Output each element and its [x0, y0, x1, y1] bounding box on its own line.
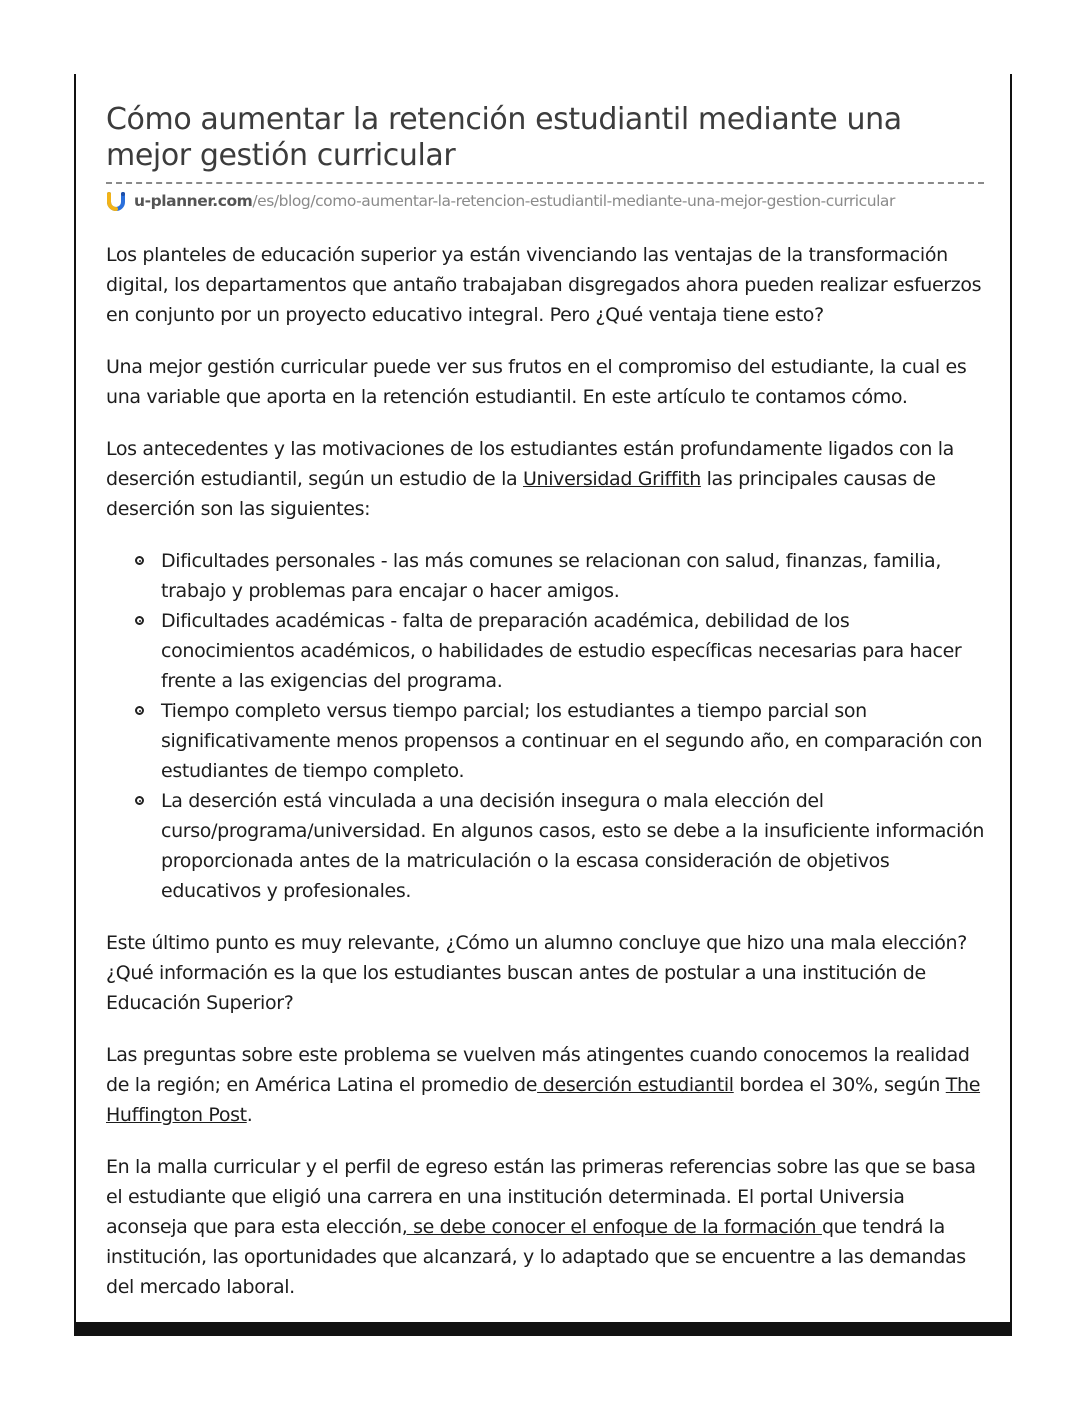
paragraph-text: En la malla curricular y el perfil de egreso están las primeras referencias sobre las que se basa el estudiante que eligió una carrera en una institución determinada. El portal Universia aconseja que para esta elección [106, 1156, 976, 1238]
paragraph-intro: Los planteles de educación superior ya están vivenciando las ventajas de la transformación digital, los departamentos que antaño trabajaban disgregados ahora pueden realizar esfuerzos en conjunto por un proyecto educativo integral. Pero ¿Qué ventaja tiene esto? [106, 244, 982, 326]
paragraph-region [106, 1040, 986, 1130]
source-url[interactable] [106, 191, 986, 211]
document-page [74, 74, 1012, 1336]
bullet-icon [135, 706, 144, 715]
causes-list [106, 546, 986, 906]
paragraph-curricular: Una mejor gestión curricular puede ver sus frutos en el compromiso del estudiante, la cual es una variable que aporta en la retención estudiantil. En este artículo te contamos cómo. [106, 356, 967, 408]
list-item-text: La deserción está vinculada a una decisión insegura o mala elección del curso/programa/universidad. En algunos casos, esto se debe a la insuficiente información proporcionada antes de la matriculación o la escasa consideración de objetivos educativos y profesionales. [161, 790, 985, 902]
source-path: /es/blog/como-aumentar-la-retencion-estudiantil-mediante-una-mejor-gestion-curricular [252, 192, 895, 210]
article [106, 102, 986, 1324]
list-item-text: Dificultades personales - las más comunes se relacionan con salud, finanzas, familia, trabajo y problemas para encajar o hacer amigos. [161, 550, 942, 602]
list-item [161, 786, 986, 906]
paragraph-antecedents [106, 434, 986, 524]
article-title: Cómo aumentar la retención estudiantil mediante una mejor gestión curricular [106, 102, 902, 173]
link-universidad-griffith[interactable]: Universidad Griffith [523, 468, 701, 490]
link-enfoque-formacion[interactable]: , se debe conocer el enfoque de la formación [401, 1216, 822, 1238]
source-domain: u-planner.com [134, 192, 253, 210]
bullet-icon [135, 616, 144, 625]
paragraph-text: bordea el 30%, según [733, 1074, 946, 1096]
list-item [161, 696, 986, 786]
u-planner-logo-icon [106, 191, 126, 211]
bullet-icon [135, 796, 144, 805]
paragraph-text: que tendrá la institución, las oportunidades que alcanzará, y lo adaptado que se encuentre a las demandas del mercado laboral. [106, 1216, 966, 1298]
link-desercion-estudiantil[interactable]: deserción estudiantil [537, 1074, 734, 1096]
list-item [161, 546, 986, 606]
paragraph-relevance: Este último punto es muy relevante, ¿Cómo un alumno concluye que hizo una mala elección? ¿Qué información es la que los estudiantes buscan antes de postular a una institución de Educación Superior? [106, 932, 967, 1014]
list-item [161, 606, 986, 696]
paragraph-curriculum [106, 1152, 986, 1302]
paragraph-text: las principales causas de deserción son las siguientes: [106, 468, 936, 520]
link-huffington-post[interactable]: The Huffington Post [106, 1074, 981, 1126]
paragraph-text: . [246, 1104, 253, 1126]
list-item-text: Dificultades académicas - falta de preparación académica, debilidad de los conocimientos académicos, o habilidades de estudio específicas necesarias para hacer frente a las exigencias del programa. [161, 610, 962, 692]
bullet-icon [135, 556, 144, 565]
paragraph-text: Los antecedentes y las motivaciones de los estudiantes están profundamente ligados con la deserción estudiantil, según un estudio de la [106, 438, 954, 490]
list-item-text: Tiempo completo versus tiempo parcial; los estudiantes a tiempo parcial son significativamente menos propensos a continuar en el segundo año, en comparación con estudiantes de tiempo completo. [161, 700, 983, 782]
article-body [106, 240, 986, 1302]
title-divider [106, 182, 984, 184]
paragraph-text: Las preguntas sobre este problema se vuelven más atingentes cuando conocemos la realidad de la región; en América Latina el promedio de [106, 1044, 970, 1096]
